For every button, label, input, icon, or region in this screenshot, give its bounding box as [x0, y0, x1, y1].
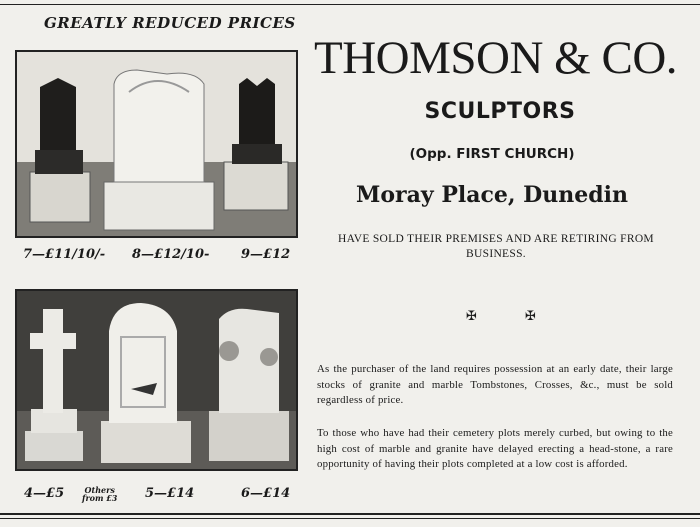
address: Moray Place, Dunedin — [356, 182, 628, 208]
headstones-photo-bottom — [15, 289, 298, 471]
caption-7: 7—£11/10/- — [23, 247, 106, 262]
left-column — [0, 0, 300, 527]
caption-5: 5—£14 — [145, 486, 195, 501]
retirement-notice: HAVE SOLD THEIR PREMISES AND ARE RETIRING FROM BUSINESS. — [338, 233, 654, 260]
headline: GREATLY REDUCED PRICES — [44, 14, 296, 32]
caption-8: 8—£12/10- — [132, 247, 210, 262]
caption-9: 9—£12 — [241, 247, 291, 262]
others-line-2: from £3 — [82, 493, 118, 503]
location-note: (Opp. FIRST CHURCH) — [409, 146, 575, 162]
paragraph-opportunity: To those who have had their cemetery plots merely curbed, but owing to the high cost of marble and granite have delayed erecting a head-stone, a rare opportunity of having their plots completed at a low cost is afforded. — [317, 427, 673, 471]
bottom-rule — [0, 513, 700, 515]
caption-4: 4—£5 — [24, 486, 65, 501]
paragraph-stock-sale: As the purchaser of the land requires possession at an early date, their large stocks of granite and marble Tombstones, Crosses, &c., must be sold regardless of price. — [317, 363, 673, 407]
cross-ornaments: ✠ ✠ — [466, 309, 558, 324]
headstones-top-illustration — [17, 52, 296, 236]
caption-6: 6—£14 — [241, 486, 291, 501]
firm-name: THOMSON & CO. — [314, 32, 678, 84]
headstones-bottom-illustration — [17, 291, 296, 469]
others-line-1: Others — [84, 485, 115, 495]
bottom-rule-thin — [0, 518, 700, 519]
trade-heading: SCULPTORS — [424, 99, 576, 124]
others-note — [82, 486, 117, 502]
headstones-photo-top — [15, 50, 298, 238]
